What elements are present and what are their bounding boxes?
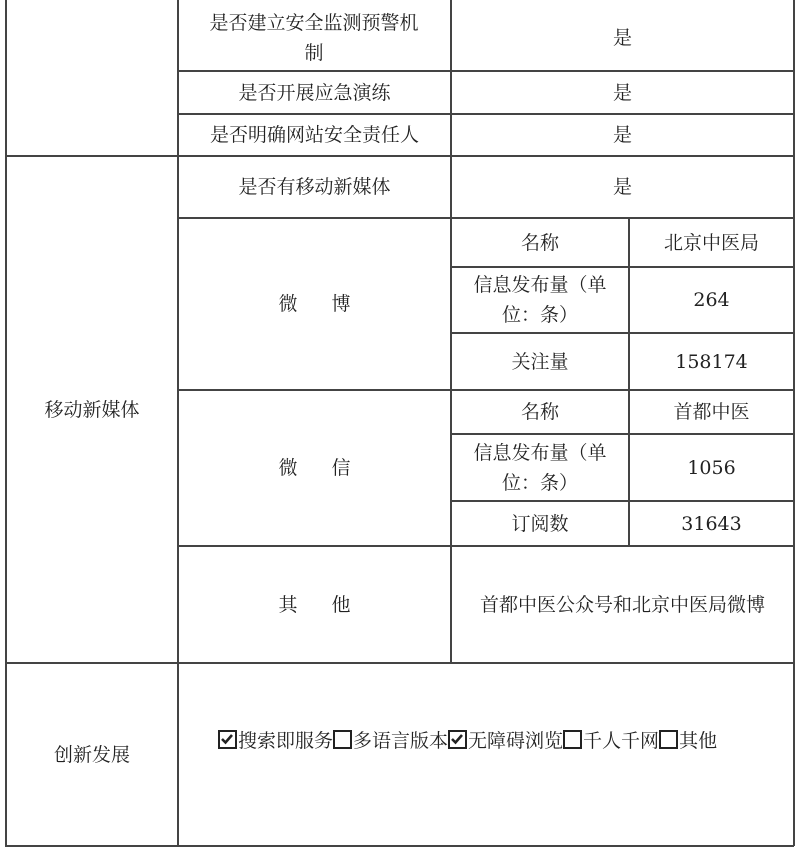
weibo-name-label: 名称 bbox=[520, 231, 559, 254]
warning-mechanism-label: 是否建立安全监测预警机制 bbox=[209, 12, 419, 64]
checkbox-checked-icon[interactable] bbox=[448, 730, 467, 749]
has-mobile-media-label: 是否有移动新媒体 bbox=[238, 176, 391, 198]
other-media-label bbox=[179, 547, 450, 662]
innovation-options bbox=[218, 722, 717, 756]
table-border-bottom bbox=[5, 845, 794, 847]
warning-mechanism-value: 是 bbox=[612, 27, 632, 49]
other-label-char-1: 其 bbox=[278, 593, 298, 616]
wechat-posts-label: 信息发布量（单位：条） bbox=[473, 441, 607, 494]
wechat-name-value: 首都中医 bbox=[673, 401, 750, 423]
option-search-as-service[interactable] bbox=[218, 726, 333, 753]
mobile-media-section-label: 移动新媒体 bbox=[44, 398, 140, 421]
option-other[interactable] bbox=[659, 726, 717, 753]
weibo-follow-value: 158174 bbox=[675, 350, 748, 373]
weibo-follow-label: 关注量 bbox=[511, 350, 569, 373]
weibo-label-char-2: 博 bbox=[331, 293, 351, 315]
checkbox-unchecked-icon[interactable] bbox=[333, 730, 352, 749]
wechat-label-char-2: 信 bbox=[331, 457, 351, 479]
wechat-label-char-1: 微 bbox=[278, 457, 298, 479]
checkbox-unchecked-icon[interactable] bbox=[659, 730, 678, 749]
table-border-right bbox=[793, 0, 795, 846]
option-label: 搜索即服务 bbox=[238, 729, 334, 752]
security-owner-value: 是 bbox=[612, 124, 632, 146]
other-media-value: 首都中医公众号和北京中医局微博 bbox=[479, 593, 765, 616]
option-multilingual[interactable] bbox=[333, 726, 448, 753]
wechat-subscribers-label: 订阅数 bbox=[511, 512, 569, 535]
weibo-posts-value: 264 bbox=[693, 289, 730, 311]
checkbox-unchecked-icon[interactable] bbox=[563, 730, 582, 749]
wechat-posts-value: 1056 bbox=[687, 456, 736, 479]
emergency-drill-value: 是 bbox=[612, 81, 632, 104]
wechat-subscribers-value: 31643 bbox=[681, 512, 742, 535]
wechat-name-label: 名称 bbox=[520, 401, 559, 423]
option-personalized[interactable] bbox=[563, 726, 659, 753]
checkbox-checked-icon[interactable] bbox=[218, 730, 237, 749]
wechat-label bbox=[179, 391, 450, 545]
other-label-char-2: 他 bbox=[331, 593, 351, 616]
option-label: 千人千网 bbox=[583, 729, 660, 752]
option-label: 多语言版本 bbox=[353, 729, 449, 752]
option-accessibility[interactable] bbox=[448, 726, 563, 753]
emergency-drill-label: 是否开展应急演练 bbox=[238, 81, 391, 104]
weibo-name-value: 北京中医局 bbox=[663, 231, 759, 254]
security-owner-label: 是否明确网站安全责任人 bbox=[209, 124, 419, 146]
option-label: 其他 bbox=[679, 729, 718, 752]
has-mobile-media-value: 是 bbox=[612, 176, 632, 198]
innovation-section-label: 创新发展 bbox=[53, 743, 130, 766]
weibo-posts-label: 信息发布量（单位：条） bbox=[473, 274, 607, 326]
option-label: 无障碍浏览 bbox=[468, 729, 564, 752]
weibo-label-char-1: 微 bbox=[278, 293, 298, 315]
weibo-label bbox=[179, 219, 450, 389]
